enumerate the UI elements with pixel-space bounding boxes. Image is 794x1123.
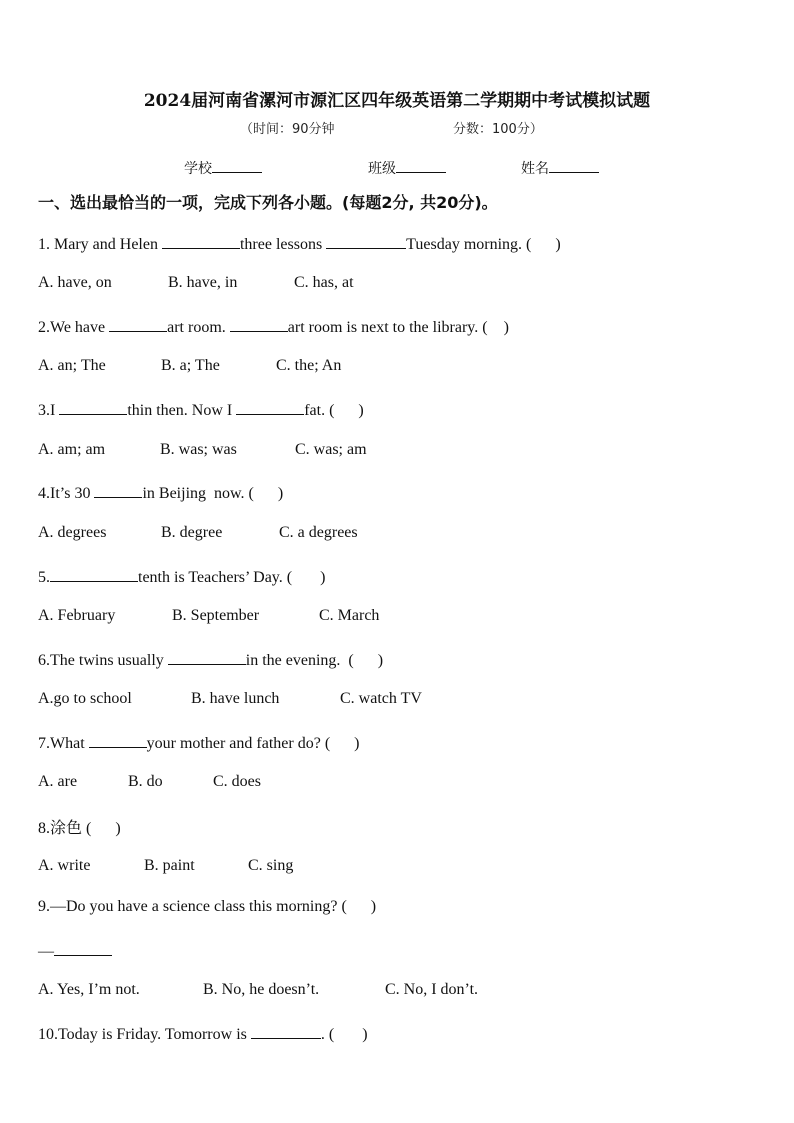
option-a[interactable]: A. are	[38, 773, 78, 790]
name-blank[interactable]	[549, 158, 599, 173]
question-text: 2.We have	[38, 319, 110, 336]
option-a[interactable]: A. February	[38, 607, 116, 624]
question-5	[38, 566, 325, 587]
answer-blank[interactable]	[251, 1023, 321, 1039]
page-title: 2024届河南省漯河市源汇区四年级英语第二学期期中考试模拟试题	[143, 91, 651, 111]
class-field	[368, 158, 446, 178]
option-c[interactable]: C. has, at	[294, 274, 354, 291]
question-3	[38, 399, 364, 420]
option-b[interactable]: B. was; was	[160, 441, 237, 458]
answer-blank[interactable]	[326, 233, 406, 249]
answer-blank[interactable]	[109, 316, 167, 332]
answer-blank[interactable]	[94, 482, 142, 498]
exam-time: （时间：90分钟	[240, 122, 335, 137]
question-7	[38, 732, 359, 753]
name-field	[521, 158, 599, 178]
question-text: in the evening. ( )	[245, 652, 384, 669]
question-text: 10.Today is Friday. Tomorrow is	[38, 1026, 251, 1043]
question-9	[38, 898, 376, 916]
name-label: 姓名	[521, 161, 549, 177]
question-1	[38, 233, 561, 254]
question-text: Tuesday morning. ( )	[406, 236, 561, 253]
question-text: fat. ( )	[304, 402, 364, 419]
option-c[interactable]: C. a degrees	[279, 524, 358, 541]
option-c[interactable]: C. No, I don’t.	[385, 981, 479, 998]
option-b[interactable]: B. paint	[144, 857, 195, 874]
answer-line	[38, 940, 112, 961]
section-heading: 一、选出最恰当的一项，完成下列各小题。(每题2分, 共20分)。	[38, 193, 498, 212]
question-text: art room is next to the library. ( )	[287, 319, 509, 336]
class-blank[interactable]	[396, 158, 446, 173]
option-b[interactable]: B. have, in	[168, 274, 238, 291]
question-text: 9.—Do you have a science class this morning? ( )	[38, 898, 377, 915]
question-text: three lessons	[239, 236, 327, 253]
school-blank[interactable]	[212, 158, 262, 173]
option-b[interactable]: B. degree	[161, 524, 223, 541]
option-a[interactable]: A. Yes, I’m not.	[38, 981, 140, 998]
question-text: in Beijing now. ( )	[142, 485, 284, 502]
class-label: 班级	[368, 161, 396, 177]
answer-blank[interactable]	[162, 233, 240, 249]
answer-blank[interactable]	[230, 316, 288, 332]
question-8	[38, 815, 121, 838]
option-c[interactable]: C. sing	[248, 857, 294, 874]
answer-blank[interactable]	[236, 399, 304, 415]
option-a[interactable]: A.go to school	[38, 690, 132, 707]
question-text: 3.I	[38, 402, 60, 419]
question-text: 7.What	[38, 735, 89, 752]
answer-blank[interactable]	[168, 649, 246, 665]
question-text: 5.	[38, 569, 50, 586]
question-text: thin then. Now I	[127, 402, 237, 419]
exam-score: 分数：100分）	[453, 122, 543, 137]
option-c[interactable]: C. watch TV	[340, 690, 422, 707]
school-field	[184, 158, 262, 178]
option-b[interactable]: B. a; The	[161, 357, 220, 374]
option-a[interactable]: A. have, on	[38, 274, 112, 291]
option-c[interactable]: C. the; An	[276, 357, 342, 374]
question-text: art room.	[167, 319, 230, 336]
question-2	[38, 316, 509, 337]
option-b[interactable]: B. No, he doesn’t.	[203, 981, 320, 998]
option-a[interactable]: A. am; am	[38, 441, 106, 458]
question-4	[38, 482, 283, 503]
question-text: your mother and father do? ( )	[146, 735, 360, 752]
question-text: 8.涂色 ( )	[38, 820, 121, 837]
school-label: 学校	[184, 161, 212, 177]
answer-blank[interactable]	[54, 940, 112, 956]
option-a[interactable]: A. degrees	[38, 524, 107, 541]
option-b[interactable]: B. September	[172, 607, 260, 624]
option-b[interactable]: B. do	[128, 773, 163, 790]
answer-blank[interactable]	[50, 566, 138, 582]
question-text: 1. Mary and Helen	[38, 236, 162, 253]
option-c[interactable]: C. March	[319, 607, 380, 624]
option-a[interactable]: A. an; The	[38, 357, 106, 374]
answer-blank[interactable]	[89, 732, 147, 748]
question-text: . ( )	[320, 1026, 368, 1043]
question-text: tenth is Teachers’ Day. ( )	[138, 569, 326, 586]
option-b[interactable]: B. have lunch	[191, 690, 280, 707]
option-c[interactable]: C. does	[213, 773, 261, 790]
question-6	[38, 649, 383, 670]
question-10	[38, 1023, 368, 1044]
question-text: 4.It’s 30	[38, 485, 95, 502]
answer-blank[interactable]	[59, 399, 127, 415]
option-c[interactable]: C. was; am	[295, 441, 367, 458]
option-a[interactable]: A. write	[38, 857, 91, 874]
answer-dash: —	[38, 943, 54, 960]
question-text: 6.The twins usually	[38, 652, 168, 669]
